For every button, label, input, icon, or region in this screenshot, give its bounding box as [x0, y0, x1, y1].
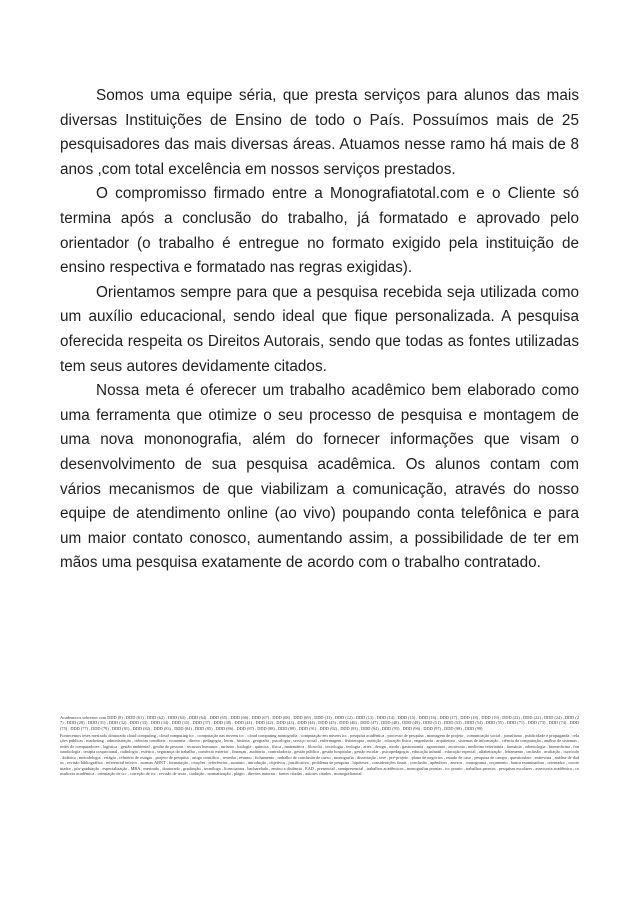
- paragraph-guidance: Orientamos sempre para que a pesquisa recebida seja utilizada como um auxílio educacional, sendo ideal que fique personalizada. A pesquisa oferecida respeita os Direitos Autorais, sendo que todas as fontes utilizadas tem seus autores devidamente citados.: [60, 283, 579, 375]
- body-text: [60, 84, 579, 576]
- paragraph-commitment: O compromisso firmado entre a Monografiatotal.com e o Cliente só termina após a conclusão do trabalho, já formatado e aprovado pelo orientador (o trabalho é entregue no formato exigido pela instituição de ensino respectiva e formatado nas regras exigidas).: [60, 185, 579, 277]
- paragraph-intro: Somos uma equipe séria, que presta serviços para alunos das mais diversas Instituições de Ensino de todo o País. Possuímos mais de 25 pesquisadores das mais diversas áreas. Atuamos nesse ramo há mais de 8 anos ,com total excelência em nossos serviços prestados.: [60, 87, 579, 178]
- fine-print-block: [60, 715, 579, 883]
- fine-print-ddd-list: Academicos sobrenos com DDD (8) , DDD (61) , DDD (62) , DDD (63) , DDD (64) , DDD (65) , DDD (66) , DDD (67) , DDD (68) , DDD (69) , DDD (11) , DDD (12) , DDD (13) , DDD (14) , DDD (15) , DDD (16) , DDD (17) , DDD (18) , DDD (19) , DDD (21) , DDD (22) , DDD (24) , DDD (27) , DDD (28) , DDD (31) , DDD (32) , DDD (33) , DDD (34) , DDD (35) , DDD (37) , DDD (38) , DDD (41) , DDD (42) , DDD (43) , DDD (44) , DDD (45) , DDD (46) , DDD (47) , DDD (48) , DDD (49) , DDD (51) , DDD (53) , DDD (54) , DDD (55) , DDD (71) , DDD (73) , DDD (74) , DDD (75) , DDD (77) , DDD (79) , DDD (81) , DDD (82) , DDD (83) , DDD (84) , DDD (85) , DDD (86) , DDD (87) , DDD (88) , DDD (89) , DDD (91) , DDD (92) , DDD (93) , DDD (94) , DDD (95) , DDD (96) , DDD (97) , DDD (98) , DDD (99) .: [60, 715, 579, 731]
- paragraph-goal: Nossa meta é oferecer um trabalho acadêmico bem elaborado como uma ferramenta que otimize o seu processo de pesquisa e montagem de uma nova mononografia, além do fornecer informações que visam o desenvolvimento de sua pesquisa acadêmica. Os alunos contam com vários mecanismos de que viabilizam a comunicação, através do nosso equipe de atendimento online (ao vivo) poupando conta telefônica e para um maior contato conosco, aumentando assim, a possibilidade de ter em mãos uma pesquisa exatamente de acordo com o trabalho contratado.: [60, 382, 579, 572]
- fine-print-keywords: Fornecemos teses mestrado doutorado cloud computing , cloud computing tcc , computação nas nuvens tcc , cloud computing monografia , computação em nuvens tcc , pesquisa acadêmica , processo de pesquisa , montagem de projeto , comunicação social , jornalismo , publicidade e propaganda , relações públicas , marketing , administração , ciências contábeis , economia , direito , pedagogia , letras , história , geografia , psicologia , serviço social , enfermagem , fisioterapia , nutrição , educação física , engenharia , arquitetura , sistemas de informação , ciência da computação , análise de sistemas , redes de computadores , logística , gestão ambiental , gestão de pessoas , recursos humanos , turismo , biologia , química , física , matemática , filosofia , sociologia , teologia , artes , design , moda , gastronomia , agronomia , zootecnia , medicina veterinária , farmácia , odontologia , biomedicina , fonoaudiologia , terapia ocupacional , radiologia , estética , segurança do trabalho , comércio exterior , finanças , auditoria , controladoria , gestão pública , gestão hospitalar , gestão escolar , psicopedagogia , educação infantil , educação especial , alfabetização , letramento , inclusão , avaliação , currículo , didática , metodologia , estágio , relatório de estágio , projeto de pesquisa , artigo científico , resenha , resumo , fichamento , trabalho de conclusão de curso , monografia , dissertação , tese , pré-projeto , plano de negócios , estudo de caso , pesquisa de campo , questionário , entrevista , análise de dados , revisão bibliográfica , referencial teórico , normas ABNT , formatação , citações , referências , sumário , introdução , objetivos , justificativa , problema de pesquisa , hipóteses , considerações finais , conclusão , apêndices , anexos , cronograma , orçamento , banca examinadora , orientador , coorientador , pós-graduação , especialização , MBA , mestrado , doutorado , graduação , tecnólogo , licenciatura , bacharelado , ensino a distância , EAD , presencial , semipresencial , trabalhos acadêmicos , monografias prontas , tcc pronto , trabalhos prontos , pesquisas escolares , assessoria acadêmica , consultoria acadêmica , orientação de tcc , correção de tcc , revisão de texto , tradução , normatização , plágio , direitos autorais , fontes citadas , autores citados , monografiatotal .: [60, 732, 579, 777]
